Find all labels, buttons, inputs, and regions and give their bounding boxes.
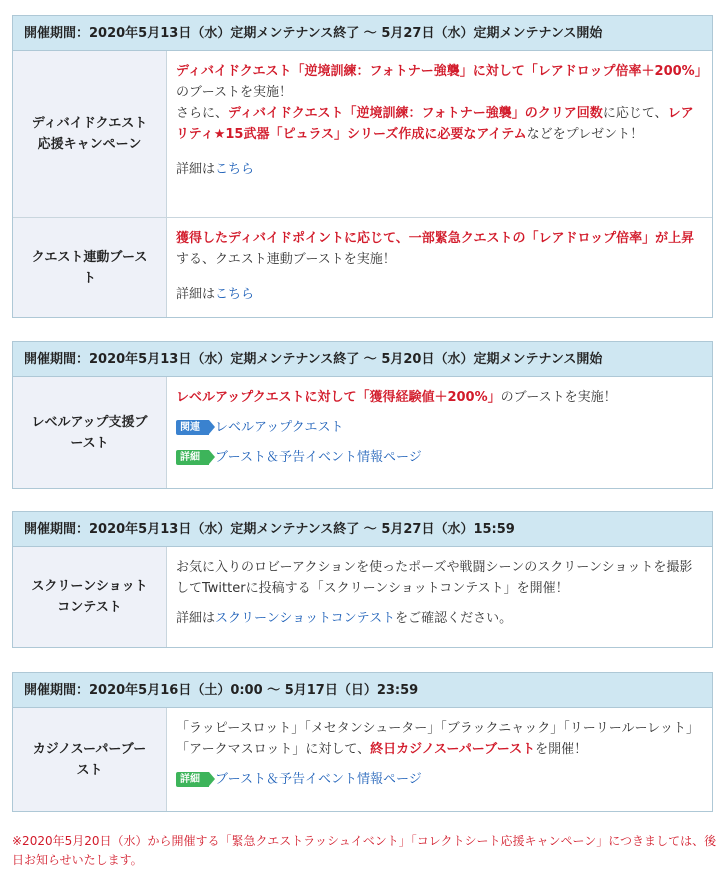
detail-line	[176, 159, 702, 180]
label-line: ト	[82, 270, 96, 286]
description-paragraph	[176, 228, 702, 270]
body-text: に応じて、	[602, 106, 668, 121]
event-row-content	[167, 377, 712, 488]
detail-line	[176, 608, 702, 629]
event-block-casino	[12, 672, 713, 812]
event-row-label	[13, 51, 167, 217]
boost-info-page-link[interactable]: ブースト＆予告イベント情報ページ	[215, 449, 422, 465]
event-row-quest-boost	[13, 217, 712, 317]
emphasis-text: 終日カジノスーパーブースト	[370, 742, 536, 757]
label-line: スクリーンショット	[31, 579, 148, 594]
body-text: のブーストを実施！	[500, 390, 617, 405]
detail-badge-icon: 詳細	[176, 450, 209, 465]
detail-link[interactable]: こちら	[215, 287, 255, 302]
description-paragraph	[176, 718, 702, 760]
body-text: さらに、	[176, 106, 229, 121]
event-period-header: 開催期間：2020年5月16日（土）0:00 ～ 5月17日（日）23:59	[13, 673, 712, 708]
event-row-screenshot-contest	[13, 547, 712, 647]
label-line: レベルアップ支援ブ	[31, 414, 148, 430]
detail-badge-icon: 詳細	[176, 772, 209, 787]
detail-line	[176, 284, 702, 305]
body-text: などをプレゼント！	[526, 127, 644, 142]
event-row-content	[167, 708, 712, 811]
label-line: カジノスーパーブー	[32, 741, 147, 757]
spacer	[176, 270, 702, 284]
related-link-row[interactable]	[176, 416, 702, 438]
body-text: 「ラッピースロット」「メセタンシューター」「ブラックニャック」「リーリールーレット」「アークマスロット」に対して、	[176, 721, 700, 757]
event-row-label	[13, 708, 167, 811]
label-line: クエスト連動ブース	[31, 249, 148, 265]
event-row-content	[167, 218, 712, 317]
related-badge-icon: 関連	[176, 420, 209, 435]
detail-prefix: 詳細は	[176, 611, 216, 626]
emphasis-text: レアリティ★15武器「ピュラス」シリーズ作成に必要なアイテム	[176, 106, 694, 142]
description-paragraph	[176, 103, 702, 145]
emphasis-text: 獲得したディバイドポイントに応じて、一部緊急クエストの「レアドロップ倍率」が上昇	[176, 231, 695, 246]
detail-suffix: をご確認ください。	[395, 611, 513, 626]
emphasis-text: ディバイドクエスト「逆境訓練：フォトナー強襲」のクリア回数	[228, 106, 603, 121]
event-row-divide-campaign	[13, 51, 712, 217]
detail-link-row[interactable]	[176, 768, 702, 790]
body-text: のブーストを実施！	[176, 85, 292, 100]
event-row-casino-boost	[13, 708, 712, 811]
label-line: スト	[76, 762, 103, 778]
spacer	[176, 145, 702, 159]
detail-prefix: 詳細は	[176, 287, 216, 302]
label-line: 応援キャンペーン	[37, 137, 142, 152]
event-period-header: 開催期間：2020年5月13日（水）定期メンテナンス終了 ～ 5月27日（水）定期メンテナンス開始	[13, 16, 712, 51]
label-line: コンテスト	[57, 600, 122, 615]
event-period-header: 開催期間：2020年5月13日（水）定期メンテナンス終了 ～ 5月20日（水）定期メンテナンス開始	[13, 342, 712, 377]
event-row-label	[13, 377, 167, 488]
detail-link-row[interactable]	[176, 446, 702, 468]
label-line: ースト	[70, 435, 109, 451]
description-paragraph: お気に入りのロビーアクションを使ったポーズや戦闘シーンのスクリーンショットを撮影してTwitterに投稿する「スクリーンショットコンテスト」を開催！	[176, 560, 693, 596]
description-paragraph	[176, 387, 702, 408]
event-block-levelup	[12, 341, 713, 489]
event-block-divide	[12, 15, 713, 318]
event-period-header: 開催期間：2020年5月13日（水）定期メンテナンス終了 ～ 5月27日（水）15:59	[13, 512, 712, 547]
event-row-label	[13, 218, 167, 317]
body-text: する、クエスト連動ブーストを実施！	[176, 252, 396, 267]
emphasis-text: レベルアップクエストに対して「獲得経験値＋200%」	[176, 390, 501, 405]
event-row-levelup-boost	[13, 377, 712, 488]
emphasis-text: ディバイドクエスト「逆境訓練：フォトナー強襲」に対して「レアドロップ倍率＋200%」	[176, 64, 708, 79]
event-block-screenshot	[12, 511, 713, 648]
event-row-label	[13, 547, 167, 647]
detail-prefix: 詳細は	[176, 162, 216, 177]
boost-info-page-link[interactable]: ブースト＆予告イベント情報ページ	[215, 771, 422, 787]
detail-link[interactable]: こちら	[215, 162, 255, 177]
label-line: ディバイドクエスト	[31, 116, 148, 131]
levelup-quest-link[interactable]: レベルアップクエスト	[215, 419, 344, 435]
event-row-content	[167, 51, 712, 217]
screenshot-contest-link[interactable]: スクリーンショットコンテスト	[215, 611, 396, 626]
body-text: を開催！	[535, 742, 588, 757]
description-paragraph	[176, 61, 708, 103]
event-row-content	[167, 547, 712, 647]
footnote: ※2020年5月20日（水）から開催する「緊急クエストラッシュイベント」「コレクトシート応援キャンペーン」につきましては、後日お知らせいたします。	[12, 834, 717, 867]
